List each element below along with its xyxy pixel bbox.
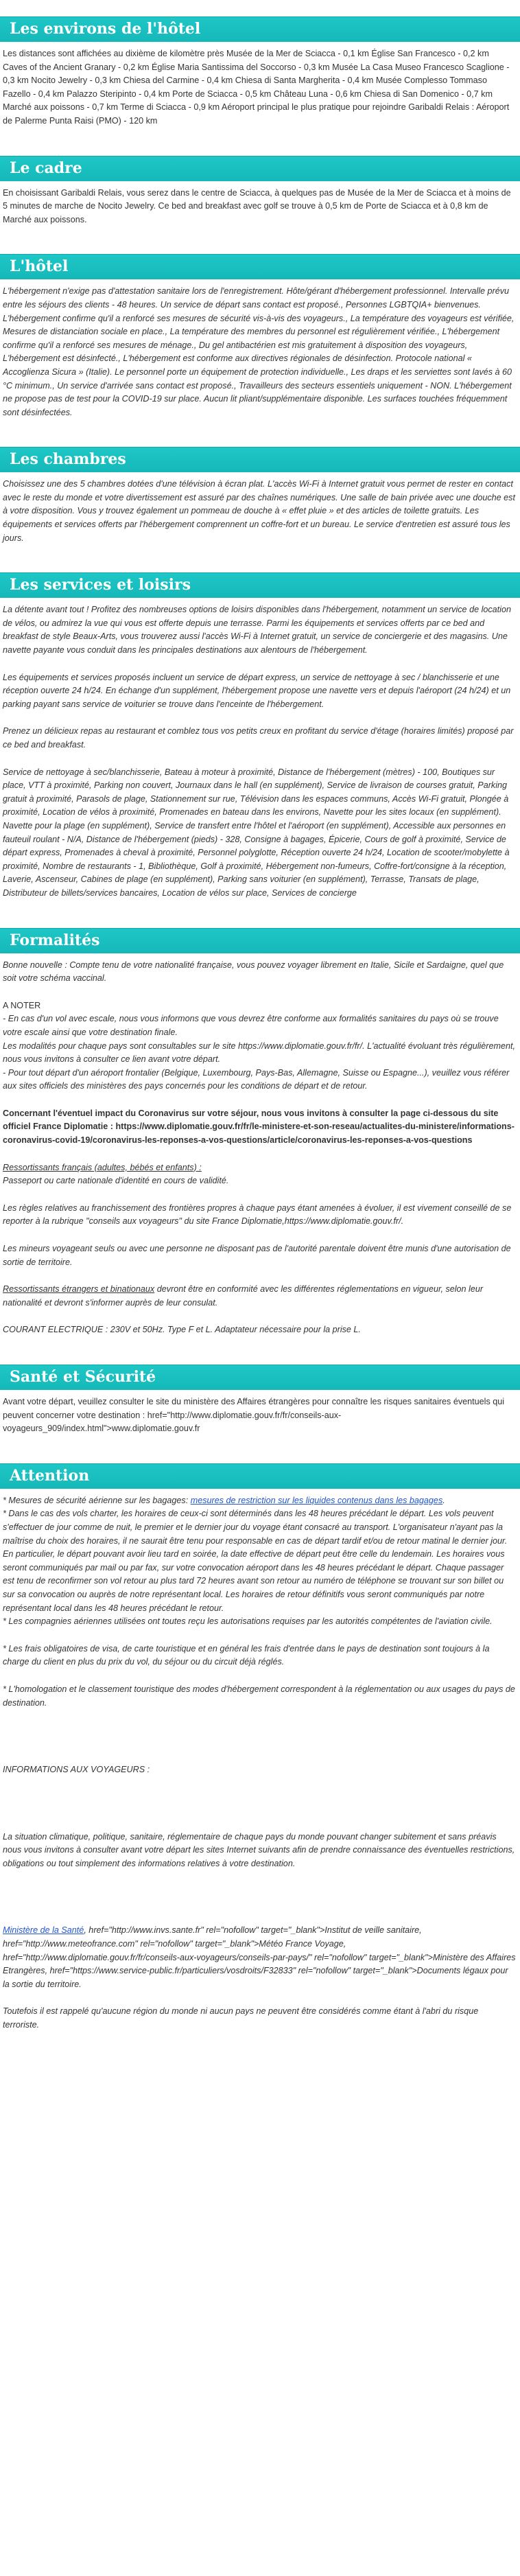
section-cadre xyxy=(0,156,520,227)
section-title-formalites: Formalités xyxy=(0,928,520,953)
paragraph: Ministère de la Santé, href="http://www.invs.sante.fr" rel="nofollow" target="_blank">Institut de veille sanitaire, href="http://www.meteofrance.com" rel="nofollow" target="_blank">Météo France Voyage, href="http://www.diplomatie.gouv.fr/fr/conseils-aux-voyageurs/conseils-par-pays/" rel="nofollow" target="_blank">Ministère des Affaires Etrangères, href="https://www.service-public.fr/particuliers/vosdroits/F32833" rel="nofollow" target="_blank">Documents légaux pour la sortie du territoire. xyxy=(3,1925,516,1989)
nationals-heading: Ressortissants français (adultes, bébés et enfants) : xyxy=(3,1162,202,1172)
paragraph: * Mesures de sécurité aérienne sur les bagages: mesures de restriction sur les liquides contenus dans les bagages. xyxy=(3,1495,445,1505)
section-body-attention xyxy=(0,1489,520,2032)
section-title-sante: Santé et Sécurité xyxy=(0,1365,520,1390)
section-body-hotel xyxy=(0,279,520,419)
section-environs xyxy=(0,16,520,128)
paragraph: * Les frais obligatoires de visa, de carte touristique et en général les frais d'entrée dans le pays de destination sont toujours à la charge du client en plus du prix du vol, du séjour ou du circuit déjà réglés. xyxy=(3,1643,490,1667)
section-services xyxy=(0,572,520,900)
section-body-cadre xyxy=(0,181,520,227)
paragraph: En choisissant Garibaldi Relais, vous serez dans le centre de Sciacca, à quelques pas de Musée de la Mer de Sciacca et à moins de 5 minutes de marche de Nocito Jewelry. Ce bed and breakfast avec golf se trouve à 0,5 km de Porte de Sciacca et à 0,8 km de Marché aux poissons. xyxy=(3,187,511,224)
section-body-sante xyxy=(0,1390,520,1436)
paragraph: Avant votre départ, veuillez consulter le site du ministère des Affaires étrangères pour connaître les risques sanitaires éventuels qui peuvent concerner votre destination : href="http://www.diplomatie.gouv.fr/fr/conseils-aux-voyageurs_909/index.html">www.diplomatie.gouv.fr xyxy=(3,1397,505,1434)
paragraph: * Les compagnies aériennes utilisées ont toutes reçu les autorisations requises par les autorités compétentes de l'aviation civile. xyxy=(3,1616,493,1627)
liquids-restriction-link[interactable]: mesures de restriction sur les liquides contenus dans les bagages xyxy=(190,1495,443,1505)
section-body-services xyxy=(0,598,520,900)
paragraph: La situation climatique, politique, sanitaire, réglementaire de chaque pays du monde pouvant changer subitement et sans préavis xyxy=(3,1831,497,1842)
paragraph: COURANT ELECTRIQUE : 230V et 50Hz. Type F et L. Adaptateur nécessaire pour la prise L. xyxy=(3,1325,361,1335)
paragraph: La détente avant tout ! Profitez des nombreuses options de loisirs disponibles dans l'hébergement, notamment un service de location de vélos, ou admirez la vue qui vous est offerte depuis une terrasse. Parmi les équipements et services offerts par ce bed and breakfast de style Beaux-Arts, vous trouverez aussi l'accès Wi-Fi à Internet gratuit, un service de conciergerie et des magasins. Une navette payante vous conduit dans les principales destinations aux alentours de l'hébergement. xyxy=(3,605,511,655)
paragraph: Choisissez une des 5 chambres dotées d'une télévision à écran plat. L'accès Wi-Fi à Internet gratuit vous permet de rester en contact avec le reste du monde et votre divertissement est assuré par des chaînes numériques. Une salle de bain privée avec une douche est à votre disposition. Vous y trouvez également un pommeau de douche à « effet pluie » et des articles de toilette gratuits. Les équipements et services offerts par l'hébergement comprennent un coffre-fort et un bureau. Le service d'entretien est assuré tous les jours. xyxy=(3,479,515,543)
paragraph: nous vous invitons à consulter avant votre départ les sites Internet suivants afin de prendre connaissance des éventuelles restrictions, obligations ou tout simplement des informations relatives à votre destination. xyxy=(3,1845,515,1868)
paragraph: Service de nettoyage à sec/blanchisserie, Bateau à moteur à proximité, Distance de l'hébergement (mètres) - 100, Boutiques sur place, VTT à proximité, Parking non couvert, Journaux dans le hall (en supplément), Service de livraison de courses gratuit, Parking gratuit à proximité, Parasols de plage, Stationnement sur rue, Télévision dans les espaces communs, Accès Wi-Fi gratuit, Plongée à proximité, Location de vélos à proximité, Promenades en bateau dans les environs, Navette pour les sites locaux (en supplément). Navette pour la plage (en supplément), Service de transfert entre l'hôtel et l'aéroport (en supplément), Accessible aux personnes en fauteuil roulant - N/A, Distance de l'hébergement (pieds) - 328, Consigne à bagages, Épicerie, Cours de golf à proximité, Service de départ express, Promenades à cheval à proximité, Personnel polyglotte, Réception ouverte 24 h/24, Location de scooter/mobylette à proximité, Nombre de restaurants - 1, Bibliothèque, Golf à proximité, Hébergement non-fumeurs, Coffre-fort/consigne à la réception, Laverie, Ascenseur, Cabines de plage (en supplément), Parking sans voiturier (en supplément), Terrasse, Transats de plage, Distributeur de billets/services bancaires, Location de vélos sur place, Services de concierge xyxy=(3,767,510,898)
paragraph: Les règles relatives au franchissement des frontières propres à chaque pays étant amenées à évoluer, il est vivement conseillé de se reporter à la rubrique "conseils aux voyageurs" du site France Diplomatie,https://www.diplomatie.gouv.fr/. xyxy=(3,1203,512,1227)
paragraph xyxy=(3,1283,516,1310)
foreigners-text: devront être en conformité avec les différentes réglementations en vigueur, selon leur nationalité et devront s'informer auprès de leur consulat. xyxy=(3,1284,484,1308)
paragraph: * Dans le cas des vols charter, les horaires de ceux-ci sont déterminés dans les 48 heures précédant le départ. Les vols peuvent s'effectuer de jour comme de nuit, le premier et le dernier jour du voyage étant consacré au transport. L'organisateur n'ayant pas la maîtrise du choix des horaires, il ne saurait être tenu pour responsable en cas de départ tardif et/ou de retour matinal le dernier jour. En particulier, le départ pouvant avoir lieu tard en soirée, la date effective de départ peut être celle du lendemain. Les horaires vous seront communiqués par mail ou par fax, sur votre convocation aéroport dans les 48 heures précédant le départ. Chaque passager est tenu de reconfirmer son vol retour au plus tard 72 heures avant son retour au numéro de téléphone se trouvant sur son billet ou sur sa convocation ou auprès de notre représentant local. Les horaires de retour définitifs vous seront communiqués par notre représentant local dans les 48 heures précédant le retour. xyxy=(3,1509,508,1613)
paragraph: Toutefois il est rappelé qu'aucune région du monde ni aucun pays ne peuvent être considérés comme étant à l'abri du risque terroriste. xyxy=(3,2006,479,2030)
paragraph: Les mineurs voyageant seuls ou avec une personne ne disposant pas de l'autorité parentale doivent être munis d'une autorisation de sortie de territoire. xyxy=(3,1244,511,1267)
section-hotel xyxy=(0,254,520,419)
section-body-formalites xyxy=(0,953,520,1337)
paragraph: Prenez un délicieux repas au restaurant et comblez tous vos petits creux en profitant du service d'étage (horaires limités) proposé par ce bed and breakfast. xyxy=(3,726,514,750)
section-sante xyxy=(0,1365,520,1436)
section-chambres xyxy=(0,447,520,545)
paragraph: Les modalités pour chaque pays sont consultables sur le site https://www.diplomatie.gouv.fr/fr/. L'actualité évoluant très régulièrement, nous vous invitons à consulter ce lien avant votre départ. xyxy=(3,1041,515,1065)
paragraph: Les équipements et services proposés incluent un service de départ express, un service de nettoyage à sec / blanchisserie et une réception ouverte 24 h/24. En échange d'un supplément, l'hébergement propose une navette vers et depuis l'aéroport (24 h/24) et un parking payant sans service de voiturier se trouve dans l'enceinte de l'hébergement. xyxy=(3,672,511,709)
covid-notice: Concernant l'éventuel impact du Coronavirus sur votre séjour, nous vous invitons à consulter la page ci-dessous du site officiel France Diplomatie : https://www.diplomatie.gouv.fr/fr/le-ministere-et-son-reseau/actualites-du-ministere/informations-coronavirus-covid-19/coronavirus-les-reponses-a-vos-questions/article/coronavirus-les-reponses-a-vos-questions xyxy=(3,1108,515,1146)
paragraph: * L'homologation et le classement touristique des modes d'hébergement correspondent à la réglementation ou aux usages du pays de destination. xyxy=(3,1684,515,1708)
section-title-attention: Attention xyxy=(0,1463,520,1489)
section-formalites xyxy=(0,928,520,1337)
section-title-services: Les services et loisirs xyxy=(0,572,520,598)
section-title-hotel: L'hôtel xyxy=(0,254,520,279)
paragraph: L'hébergement n'exige pas d'attestation sanitaire lors de l'enregistrement. Hôte/gérant d'hébergement professionnel. Intervalle prévu entre les séjours des clients - 48 heures. Un service de départ sans contact est proposé., Personnes LGBTQIA+ bienvenues. L'hébergement confirme qu'il a renforcé ses mesures de sécurité vis-à-vis des voyageurs., La température des voyageurs est vérifiée, Mesures de distanciation sociale en place., La température des membres du personnel est régulièrement vérifiée., L'hébergement confirme qu'il a renforcé ses mesures de ménage., Du gel antibactérien est mis gratuitement à disposition des voyageurs, L'hébergement est désinfecté., L'hébergement est conforme aux directives régionales de désinfection. Protocole national « Accoglienza Sicura » (Italie). Le personnel porte un équipement de protection individuelle., Les draps et les serviettes sont lavés à 60 °C minimum., Un service d'arrivée sans contact est proposé., Travailleurs des secteurs essentiels uniquement - NON. L'hébergement ne propose pas de test pour la COVID-19 sur place. Aucun lit pliant/supplémentaire disponible. Les surfaces touchées fréquemment sont désinfectées. xyxy=(3,286,515,417)
section-attention xyxy=(0,1463,520,2032)
paragraph: Les distances sont affichées au dixième de kilomètre près Musée de la Mer de Sciacca - 0,1 km Église San Francesco - 0,2 km Caves of the Ancient Granary - 0,2 km Église Maria Santissima del Soccorso - 0,3 km Musée La Casa Museo Francesco Scaglione - 0,3 km Nocito Jewelry - 0,3 km Chiesa del Carmine - 0,4 km Chiesa di Santa Margherita - 0,4 km Musée Complesso Tommaso Fazello - 0,4 km Palazzo Steripinto - 0,4 km Porte de Sciacca - 0,5 km Château Luna - 0,6 km Chiesa di San Domenico - 0,7 km Marché aux poissons - 0,7 km Terme di Sciacca - 0,9 km Aéroport principal le plus pratique pour rejoindre Garibaldi Relais : Aéroport de Palerme Punta Raisi (PMO) - 120 km xyxy=(3,49,510,126)
section-title-chambres: Les chambres xyxy=(0,447,520,472)
section-title-cadre: Le cadre xyxy=(0,156,520,181)
paragraph: - En cas d'un vol avec escale, nous vous informons que vous devrez être conforme aux formalités sanitaires du pays où se trouve votre escale ainsi que votre destination finale. xyxy=(3,1014,499,1037)
info-heading: INFORMATIONS AUX VOYAGEURS : xyxy=(3,1765,150,1775)
paragraph: Bonne nouvelle : Compte tenu de votre nationalité française, vous pouvez voyager librement en Italie, Sicile et Sardaigne, quel que soit votre schéma vaccinal. xyxy=(3,960,504,984)
paragraph: - Pour tout départ d'un aéroport frontalier (Belgique, Luxembourg, Pays-Bas, Allemagne, Suisse ou Espagne...), veuillez vous référer aux sites officiels des ministères des pays concernés pour les conditions de départ et de retour. xyxy=(3,1067,510,1091)
section-body-environs xyxy=(0,42,520,128)
health-ministry-link[interactable]: Ministère de la Santé xyxy=(3,1925,84,1936)
nota-heading: A NOTER xyxy=(3,1000,41,1010)
section-body-chambres xyxy=(0,472,520,545)
paragraph: Passeport ou carte nationale d'identité en cours de validité. xyxy=(3,1176,229,1186)
foreigners-heading: Ressortissants étrangers et binationaux xyxy=(3,1284,155,1295)
section-title-environs: Les environs de l'hôtel xyxy=(0,16,520,42)
